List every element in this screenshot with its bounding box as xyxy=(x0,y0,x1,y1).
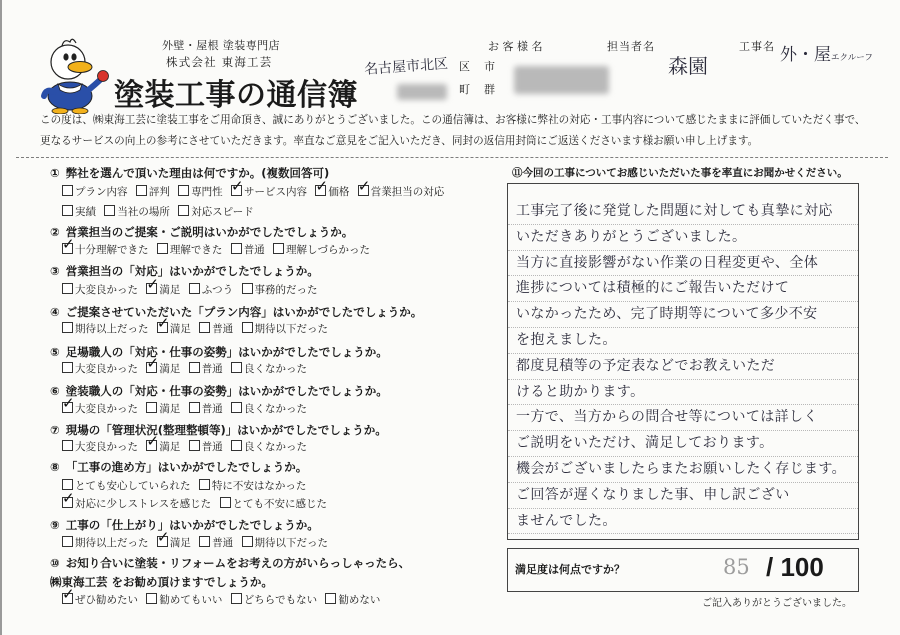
checkbox[interactable] xyxy=(178,185,189,196)
checkbox[interactable] xyxy=(146,283,157,294)
checkbox[interactable] xyxy=(62,440,73,451)
comment-line: けると助かります。 xyxy=(508,380,858,406)
question-text: 弊社を選んで頂いた理由は何ですか。(複数回答可) xyxy=(65,166,330,180)
option-1[interactable] xyxy=(62,479,191,493)
question-text: 今回の工事についてお感じいただいた事を率直にお聞かせください。 xyxy=(522,167,848,179)
project-name-sub: エクルーフ xyxy=(831,53,873,63)
checkbox[interactable] xyxy=(199,479,210,490)
option-4[interactable] xyxy=(242,322,329,336)
checkbox[interactable] xyxy=(62,362,73,373)
option-label: 普通 xyxy=(212,537,234,549)
option-label: 大変良かった xyxy=(75,284,138,296)
option-4[interactable] xyxy=(231,440,307,454)
checkbox[interactable] xyxy=(136,185,147,196)
checkbox[interactable] xyxy=(199,322,210,333)
option-label: 期待以下だった xyxy=(254,323,329,335)
checkbox[interactable] xyxy=(315,185,326,196)
option-label: 良くなかった xyxy=(244,403,308,415)
question-number: ⑦ xyxy=(50,423,60,437)
option-label: 専門性 xyxy=(191,186,223,198)
option-label: 評判 xyxy=(148,186,170,198)
option-1[interactable] xyxy=(62,593,138,607)
customer-name-label: お客様名 xyxy=(488,40,546,53)
address-handwritten: 名古屋市北区 xyxy=(363,56,449,78)
comment-line: ご回答が遅くなりました事、申し訳ござい xyxy=(508,483,858,509)
option-3[interactable] xyxy=(62,497,211,511)
q4-options xyxy=(62,322,333,336)
q8-options-row-1 xyxy=(62,479,311,493)
option-4[interactable] xyxy=(325,593,380,607)
option-label: 大変良かった xyxy=(75,363,138,375)
option-label: 良くなかった xyxy=(244,441,308,453)
project-name-label: 工事名 xyxy=(739,40,775,53)
section-divider xyxy=(16,157,888,158)
comment-line: 都度見積等の予定表などでお教えいただ xyxy=(508,354,858,380)
checkbox[interactable] xyxy=(146,440,157,451)
option-label: 対応に少しストレスを感じた xyxy=(75,498,212,510)
checkbox[interactable] xyxy=(231,185,242,196)
option-4[interactable] xyxy=(220,497,328,511)
satisfaction-score-box xyxy=(507,548,859,592)
question-text: 「工事の進め方」はいかがでしたでしょうか。 xyxy=(65,460,308,474)
checkbox[interactable] xyxy=(358,185,369,196)
option-2[interactable] xyxy=(199,479,307,493)
question-10-line-2: ㈱東海工芸 をお勧め頂けますでしょうか。 xyxy=(50,575,273,589)
checkbox[interactable] xyxy=(62,243,73,254)
company-tagline: 外壁・屋根 塗装専門店 xyxy=(162,39,280,52)
checkbox[interactable] xyxy=(189,283,200,294)
question-9 xyxy=(50,517,319,533)
checkbox[interactable] xyxy=(242,536,253,547)
option-4[interactable] xyxy=(242,283,318,297)
option-2[interactable] xyxy=(157,536,191,550)
comment-line: いなかったため、完了時期等について多少不安 xyxy=(508,302,858,328)
checkbox[interactable] xyxy=(62,402,73,413)
question-number: ⑨ xyxy=(50,518,60,532)
option-label: 大変良かった xyxy=(75,441,138,453)
q9-options xyxy=(62,536,333,550)
question-number: ② xyxy=(50,225,60,239)
duck-mascot-icon xyxy=(36,34,112,114)
checkbox[interactable] xyxy=(220,497,231,508)
option-reputation[interactable] xyxy=(136,185,170,199)
question-text: 現場の「管理状況(整理整頓等)」はいかがでしたでしょうか。 xyxy=(65,423,387,437)
comment-line: いただきありがとうございました。 xyxy=(508,225,858,251)
question-6 xyxy=(50,383,388,399)
option-4[interactable] xyxy=(273,243,370,257)
option-2[interactable] xyxy=(146,593,222,607)
option-label: 対応スピード xyxy=(191,206,254,218)
checkbox[interactable] xyxy=(242,322,253,333)
question-5 xyxy=(50,344,388,360)
option-label: 勧めてもいい xyxy=(159,594,223,606)
question-text: 塗装職人の「対応・仕事の姿勢」はいかがでしたでしょうか。 xyxy=(65,384,388,398)
checkbox[interactable] xyxy=(146,362,157,373)
address-ku-label: 区 xyxy=(459,60,470,73)
question-text: 営業担当の「対応」はいかがでしたでしょうか。 xyxy=(65,264,319,278)
option-4[interactable] xyxy=(231,362,307,376)
address-shi-label: 市 xyxy=(484,60,495,73)
checkbox[interactable] xyxy=(325,593,336,604)
option-expertise[interactable] xyxy=(178,185,223,199)
question-text: 足場職人の「対応・仕事の姿勢」はいかがでしたでしょうか。 xyxy=(65,345,388,359)
checkbox[interactable] xyxy=(231,440,242,451)
option-label: 普通 xyxy=(201,363,223,375)
question-text: 工事の「仕上がり」はいかがでしたでしょうか。 xyxy=(65,518,319,532)
question-number: ⑧ xyxy=(50,460,60,474)
option-label: 十分理解できた xyxy=(75,244,149,256)
checkbox[interactable] xyxy=(157,536,168,547)
checkbox[interactable] xyxy=(62,593,73,604)
redacted-customer-name xyxy=(514,66,609,94)
company-name: 株式会社 東海工芸 xyxy=(166,55,273,69)
option-2[interactable] xyxy=(146,440,180,454)
option-price[interactable] xyxy=(315,185,349,199)
option-3[interactable] xyxy=(231,243,265,257)
option-label: 満足 xyxy=(159,403,181,415)
checkbox[interactable] xyxy=(104,205,115,216)
thank-you-note: ご記入ありがとうございました。 xyxy=(702,598,852,609)
option-label: 理解できた xyxy=(169,244,223,256)
question-8 xyxy=(50,459,307,475)
option-label: 満足 xyxy=(169,537,191,549)
comment-line: 工事完了後に発覚した問題に対しても真摯に対応 xyxy=(508,199,858,225)
question-10 xyxy=(50,555,410,571)
comment-line: 機会がございましたらまたお願いしたく存じます。 xyxy=(508,457,858,483)
page-title: 塗装工事の通信簿 xyxy=(114,78,358,113)
question-number: ④ xyxy=(50,305,60,319)
staff-name-label: 担当者名 xyxy=(607,40,655,53)
checkbox[interactable] xyxy=(242,283,253,294)
question-7 xyxy=(50,422,387,438)
checkbox[interactable] xyxy=(62,322,73,333)
checkbox[interactable] xyxy=(146,402,157,413)
checkbox[interactable] xyxy=(146,593,157,604)
option-label: サービス内容 xyxy=(244,186,308,198)
option-track-record[interactable] xyxy=(62,205,96,219)
question-number: ⑪ xyxy=(512,167,523,179)
option-3[interactable] xyxy=(199,322,233,336)
question-number: ⑥ xyxy=(50,384,60,398)
redacted-address xyxy=(397,84,447,100)
comment-line: 当方に直接影響がない作業の日程変更や、全体 xyxy=(508,251,858,277)
option-label: 期待以上だった xyxy=(75,537,149,549)
checkbox[interactable] xyxy=(199,536,210,547)
option-1[interactable] xyxy=(62,243,149,257)
checkbox[interactable] xyxy=(62,536,73,547)
intro-paragraph: この度は、㈱東海工芸に塗装工事をご用命頂き、誠にありがとうございました。この通信簿は、お客様に弊社の対応・工事内容について感じたままに評価していただく事で、更なるサービスの向上の参考にさせていただきます。率直なご意見をご記入いただき、同封の返信用封筒にご返送くださいます様お願い申し上げます。 xyxy=(40,114,866,147)
option-1[interactable] xyxy=(62,536,149,550)
question-4 xyxy=(50,304,422,320)
option-2[interactable] xyxy=(146,402,180,416)
option-1[interactable] xyxy=(62,283,138,297)
checkbox[interactable] xyxy=(157,243,168,254)
question-text: お知り合いに塗装・リフォームをお考えの方がいらっしゃったら、 xyxy=(65,556,411,570)
option-label: とても不安に感じた xyxy=(232,498,328,510)
q1-options-row-2 xyxy=(62,205,259,219)
option-label: 普通 xyxy=(243,244,265,256)
address-machi-label: 町 xyxy=(459,83,470,96)
question-number: ③ xyxy=(50,264,60,278)
option-1[interactable] xyxy=(62,322,149,336)
question-2 xyxy=(50,224,353,240)
option-label: 普通 xyxy=(201,403,223,415)
checkbox[interactable] xyxy=(231,362,242,373)
option-3[interactable] xyxy=(231,593,317,607)
address-gun-label: 群 xyxy=(484,83,495,96)
option-speed[interactable] xyxy=(178,205,254,219)
score-value-input[interactable]: 85 xyxy=(723,555,750,579)
comment-line: 一方で、当方からの問合せ等については詳しく xyxy=(508,405,858,431)
score-max: / 100 xyxy=(766,552,824,582)
question-text: ご提案させていただいた「プラン内容」はいかがでしたでしょうか。 xyxy=(65,305,423,319)
score-label: 満足度は何点ですか？ xyxy=(515,563,625,576)
question-number: ① xyxy=(50,166,60,180)
comment-line: ご説明をいただけ、満足しております。 xyxy=(508,431,858,457)
checkbox[interactable] xyxy=(62,497,73,508)
option-label: 事務的だった xyxy=(254,284,318,296)
q1-options-row-1 xyxy=(62,185,449,199)
option-2[interactable] xyxy=(157,243,223,257)
project-name-value xyxy=(780,40,873,65)
option-label: 営業担当の対応 xyxy=(370,186,445,198)
question-text: 営業担当のご提案・ご説明はいかがでしたでしょうか。 xyxy=(65,225,354,239)
option-label: 満足 xyxy=(159,284,181,296)
checkbox[interactable] xyxy=(231,593,242,604)
option-3[interactable] xyxy=(189,440,223,454)
q8-options-row-2 xyxy=(62,497,332,511)
checkbox[interactable] xyxy=(62,283,73,294)
staff-name-value: 森園 xyxy=(668,54,708,78)
option-3[interactable] xyxy=(199,536,233,550)
q7-options xyxy=(62,440,312,454)
option-label: 良くなかった xyxy=(244,363,308,375)
option-label: ふつう xyxy=(201,284,234,296)
checkbox[interactable] xyxy=(189,440,200,451)
option-sales-rep[interactable] xyxy=(358,185,445,199)
q10-options xyxy=(62,593,385,607)
question-3 xyxy=(50,263,319,279)
option-label: 大変良かった xyxy=(75,403,138,415)
option-3[interactable] xyxy=(189,362,223,376)
checkbox[interactable] xyxy=(231,243,242,254)
option-label: とても安心していられた xyxy=(75,480,191,492)
option-label: プラン内容 xyxy=(75,186,128,198)
option-label: 満足 xyxy=(159,441,181,453)
option-2[interactable] xyxy=(146,362,180,376)
option-label: 満足 xyxy=(159,363,181,375)
option-4[interactable] xyxy=(231,402,307,416)
comment-line: 進捗については積極的にご報告いただけて xyxy=(508,276,858,302)
project-name-main: 外・屋 xyxy=(780,45,831,65)
option-label: ぜひ勧めたい xyxy=(75,594,138,606)
checkbox[interactable] xyxy=(157,322,168,333)
checkbox[interactable] xyxy=(189,362,200,373)
option-label: 価格 xyxy=(328,186,350,198)
option-2[interactable] xyxy=(146,283,180,297)
q6-options xyxy=(62,402,312,416)
option-plan[interactable] xyxy=(62,185,128,199)
q5-options xyxy=(62,362,312,376)
option-2[interactable] xyxy=(157,322,191,336)
option-label: どちらでもない xyxy=(243,594,318,606)
comment-line: ませんでした。 xyxy=(508,509,858,535)
comments-textarea[interactable] xyxy=(507,183,859,540)
comment-line: を抱えました。 xyxy=(508,328,858,354)
option-label: 特に不安はなかった xyxy=(211,480,307,492)
option-service[interactable] xyxy=(231,185,307,199)
checkbox[interactable] xyxy=(189,402,200,413)
q3-options xyxy=(62,283,323,297)
comments-prompt xyxy=(512,165,848,180)
option-location[interactable] xyxy=(104,205,170,219)
option-3[interactable] xyxy=(189,283,234,297)
checkbox[interactable] xyxy=(178,205,189,216)
option-label: 普通 xyxy=(201,441,223,453)
option-4[interactable] xyxy=(242,536,329,550)
checkbox[interactable] xyxy=(62,205,73,216)
option-1[interactable] xyxy=(62,402,138,416)
checkbox[interactable] xyxy=(273,243,284,254)
checkbox[interactable] xyxy=(62,185,73,196)
option-label: 期待以下だった xyxy=(254,537,329,549)
option-label: 実績 xyxy=(75,206,96,218)
option-label: 理解しづらかった xyxy=(286,244,371,256)
option-label: 勧めない xyxy=(338,594,381,606)
option-1[interactable] xyxy=(62,362,138,376)
option-label: 普通 xyxy=(212,323,234,335)
option-label: 当社の場所 xyxy=(117,206,170,218)
option-3[interactable] xyxy=(189,402,223,416)
question-number: ⑤ xyxy=(50,345,60,359)
question-number: ⑩ xyxy=(50,556,60,570)
q2-options xyxy=(62,243,375,257)
option-label: 満足 xyxy=(169,323,191,335)
checkbox[interactable] xyxy=(231,402,242,413)
option-1[interactable] xyxy=(62,440,138,454)
question-1 xyxy=(50,165,329,181)
option-label: 期待以上だった xyxy=(75,323,149,335)
